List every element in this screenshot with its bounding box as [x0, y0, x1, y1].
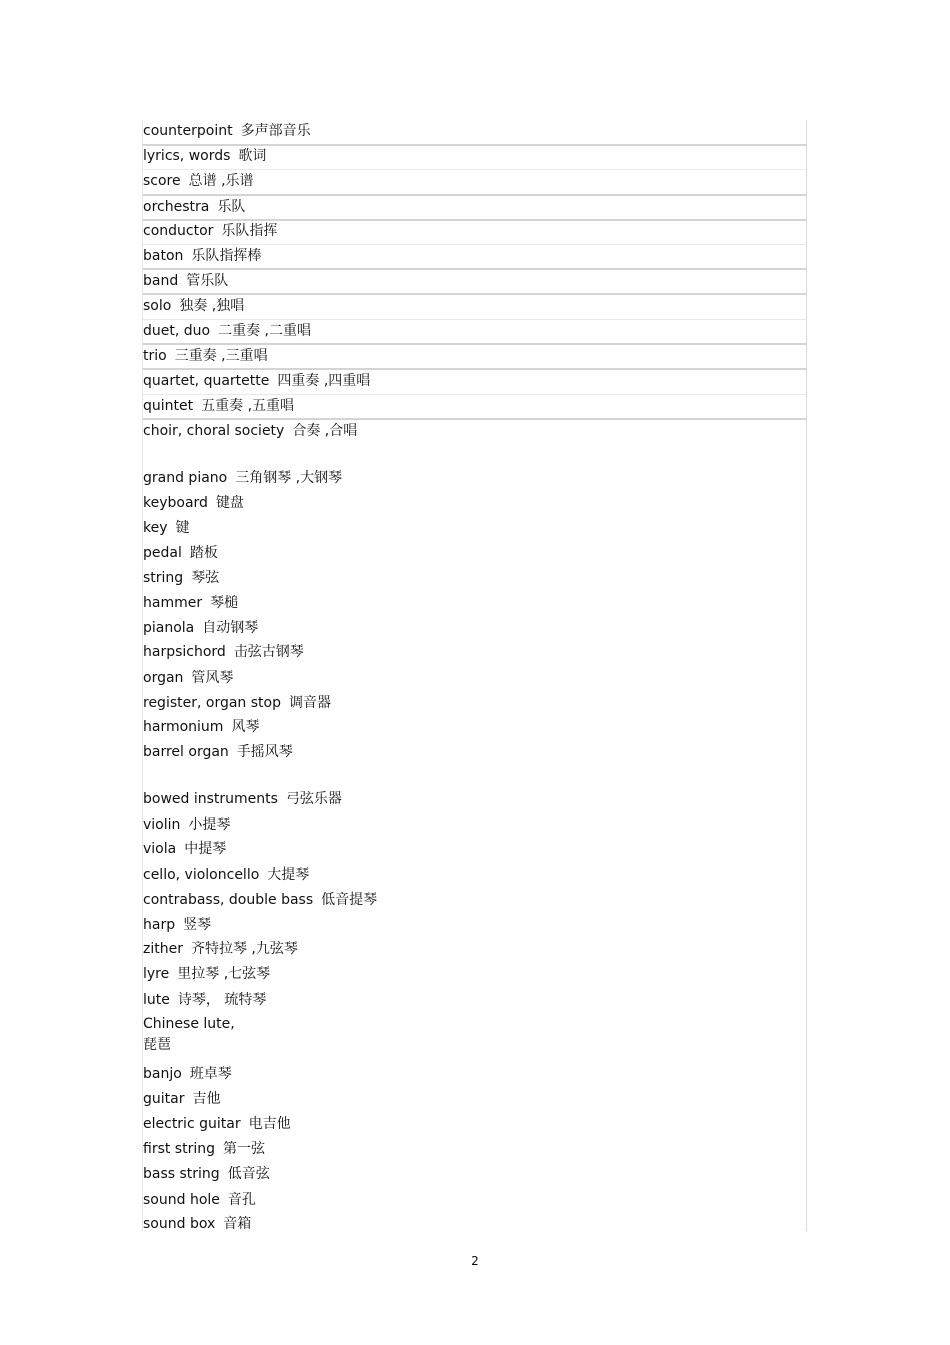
row-divider — [143, 368, 806, 370]
vocab-entry: band 管乐队 — [143, 273, 229, 289]
vocab-entry: hammer 琴槌 — [143, 595, 239, 611]
vocab-entry: harpsichord 击弦古钢琴 — [143, 644, 304, 660]
row-divider — [143, 169, 806, 170]
vocab-entry: harmonium 风琴 — [143, 719, 260, 735]
vocab-entry: conductor 乐队指挥 — [143, 223, 278, 239]
table-border-right — [806, 120, 807, 1231]
vocab-entry: trio 三重奏 ,三重唱 — [143, 348, 268, 364]
row-divider — [143, 219, 806, 221]
vocab-entry: pedal 踏板 — [143, 545, 218, 561]
vocab-entry: choir, choral society 合奏 ,合唱 — [143, 423, 358, 439]
vocab-entry: violin 小提琴 — [143, 817, 231, 833]
vocab-entry: quartet, quartette 四重奏 ,四重唱 — [143, 373, 371, 389]
vocab-entry: contrabass, double bass 低音提琴 — [143, 892, 378, 908]
vocab-entry: lyrics, words 歌词 — [143, 148, 267, 164]
vocab-entry: lute 诗琴， 琉特琴 — [143, 992, 267, 1008]
vocab-entry: quintet 五重奏 ,五重唱 — [143, 398, 295, 414]
row-divider — [143, 394, 806, 395]
vocab-entry: orchestra 乐队 — [143, 199, 246, 215]
row-divider — [143, 244, 806, 245]
vocab-entry: cello, violoncello 大提琴 — [143, 867, 310, 883]
vocab-entry: sound box 音箱 — [143, 1216, 252, 1232]
vocab-entry: sound hole 音孔 — [143, 1192, 256, 1208]
vocab-entry: barrel organ 手摇风琴 — [143, 744, 293, 760]
vocab-entry: key 键 — [143, 520, 190, 536]
row-divider — [143, 144, 806, 146]
vocab-entry: electric guitar 电吉他 — [143, 1116, 291, 1132]
vocab-entry: guitar 吉他 — [143, 1091, 221, 1107]
vocab-entry: score 总谱 ,乐谱 — [143, 173, 254, 189]
vocab-entry: keyboard 键盘 — [143, 495, 244, 511]
vocab-entry: first string 第一弦 — [143, 1141, 265, 1157]
vocab-entry: bass string 低音弦 — [143, 1166, 270, 1182]
row-divider — [143, 343, 806, 345]
vocab-entry: lyre 里拉琴 ,七弦琴 — [143, 966, 271, 982]
vocab-entry: Chinese lute, 琵琶 — [143, 1016, 235, 1053]
vocab-entry: bowed instruments 弓弦乐器 — [143, 791, 342, 807]
vocab-entry: pianola 自动钢琴 — [143, 620, 259, 636]
vocab-entry: counterpoint 多声部音乐 — [143, 123, 311, 139]
row-divider — [143, 194, 806, 196]
vocab-entry: zither 齐特拉琴 ,九弦琴 — [143, 941, 298, 957]
vocab-entry: register, organ stop 调音器 — [143, 695, 331, 711]
row-divider — [143, 293, 806, 295]
row-divider — [143, 319, 806, 320]
vocab-entry: duet, duo 二重奏 ,二重唱 — [143, 323, 311, 339]
vocab-entry: baton 乐队指挥棒 — [143, 248, 262, 264]
row-divider — [143, 268, 806, 270]
vocab-entry: solo 独奏 ,独唱 — [143, 298, 245, 314]
vocab-entry: string 琴弦 — [143, 570, 220, 586]
row-divider — [143, 418, 806, 420]
vocab-entry: viola 中提琴 — [143, 841, 227, 857]
vocab-entry: harp 竖琴 — [143, 917, 212, 933]
vocab-entry: grand piano 三角钢琴 ,大钢琴 — [143, 470, 343, 486]
vocab-entry: banjo 班卓琴 — [143, 1066, 232, 1082]
vocab-entry: organ 管风琴 — [143, 670, 234, 686]
page-number: 2 — [471, 1254, 479, 1268]
